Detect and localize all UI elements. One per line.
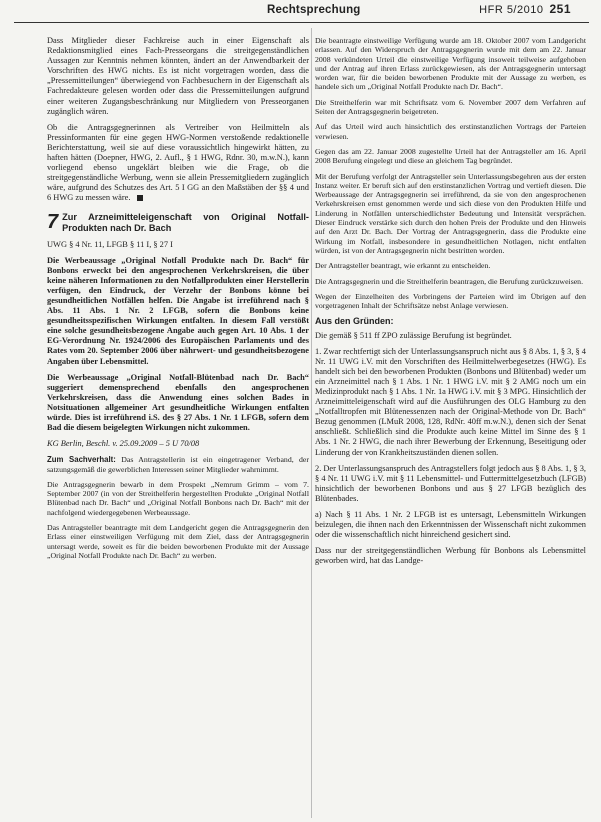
norm-references: UWG § 4 Nr. 11, LFGB § 11 I, § 27 I <box>47 239 173 249</box>
court-citation: KG Berlin, Beschl. v. 25.09.2009 – 5 U 70/08 <box>47 439 200 449</box>
headnote-2: Die Werbeaussage „Original Notfall-Blütenbad nach Dr. Bach“ suggeriert demensprechend ebenfalls den angesprochenen Verkehrskreisen, dass die Anwendung eines solchen Bades in Notsituationen allgemeiner Art gesundheitliche Wirkungen entfalten würde. Dies ist irreführend i.S. des § 27 Abs. 1 Nr. 1 LFGB, sofern dem Bad die diesem beigelegten Wirkungen nicht zukommen. <box>47 372 309 433</box>
right-column <box>315 36 586 572</box>
facts-intro: Zum Sachverhalt: Das Antragstellerin ist ein eingetragener Verband, der satzungsgemäß die gewerblichen Interessen seiner Mitglieder wahrnimmt. <box>47 455 309 474</box>
paragraph: 2. Der Unterlassungsanspruch des Antragstellers folgt jedoch aus § 8 Abs. 1, § 3, § 4 Nr. 11 UWG i.V. mit § 11 Lebensmittel- und Futtermittelgesetzbuch (LFGB) hinsichtlich der beworbenen Bonbons und aus § 27 LFGB bezüglich des Blütenbades. <box>315 463 586 503</box>
article-title: Zur Arzneimitteleigenschaft von Original Notfall-Produkten nach Dr. Bach <box>62 211 309 233</box>
reasons-heading: Aus den Gründen: <box>315 316 394 327</box>
paragraph: Die Streithelferin war mit Schriftsatz vom 6. November 2007 dem Verfahren auf Seiten der Antragsgegnerin beigetreten. <box>315 97 586 117</box>
header-rule <box>14 22 589 23</box>
paragraph: Dass Mitglieder dieser Fachkreise auch in einer Eigenschaft als Redaktionsmitglied eines Fach-Presseorgans die streitgegenständlichen Aussagen zur Kenntnis nehmen könnten, ändert an der Anwendbarkeit der Vorschriften des HWG nichts. Es ist nicht vorgetragen worden, dass die „Pressemitteilungen“ überwiegend von Fachbesuchern in der Eigenschaft als Fachredakteure gelesen worden oder dass die Pressemitteilungen aufgrund einer weiteren Zugangsbeschränkung nur Mitgliedern von Presseorganen zugänglich wären. <box>47 36 309 116</box>
headnote-1: Die Werbeaussage „Original Notfall Produkte nach Dr. Bach“ für Bonbons erweckt bei den angesprochenen Verkehrskreisen, die über keine näheren Informationen zu den Notfallprodukten einer Herstellerin verfügen, den Eindruck, der Verzehr der Bonbons könne bei gesundheitlichen Notfällen helfen. Die Angabe ist irreführend nach § Abs. 11 Abs. 1 Nr. 2 LFGB, sofern die Bonbons keine gesundheitsspezifischen Wirkungen entfalten. In diesem Fall verstößt eine solche gesundheitsbezogene Angabe auch gegen Art. 10 Abs. 1 der EG-Verordnung Nr. 1924/2006 des Europäischen Parlaments und des Rates vom 20. September 2006 über nährwert- und gesundheitsbezogene Angaben über Lebensmittel. <box>47 255 309 366</box>
paragraph: Mit der Berufung verfolgt der Antragsteller sein Unterlassungsbegehren aus der ersten Instanz weiter. Er beruft sich auf den erstinstanzlichen Vortrag und vertieft diesen. Die Werbeaussage der Antragsgegnerin sei irreführend, da sie von den angesprochenen Verkehrskreisen ernst genommen werde und sich diese von den Produkten Hilfe und Linderung in Notfällen unterschiedlichster Bedeutung und Intensität versprächen. Dieser Eindruck verstärke sich durch den hohen Preis der Produkte und den Hinweis auf den Arzt Dr. Bach. Der Vortrag der Antragsgegnerin, dass die Produkte eine Wirkung im Notfall, insbesondere in gesundheitlichen Notlagen, nicht entfalten würden, ist von der Antragsgegnerin nicht bestritten worden. <box>315 171 586 255</box>
paragraph: a) Nach § 11 Abs. 1 Nr. 2 LFGB ist es untersagt, Lebensmitteln Wirkungen beizulegen, die ihnen nach den Erkenntnissen der Wissenschaft nicht zukommen oder die wissenschaftlich nicht hinreichend gesichert sind. <box>315 510 586 540</box>
end-of-article-mark <box>137 195 143 201</box>
left-column <box>47 36 309 566</box>
article-heading <box>47 212 309 234</box>
paragraph: Die Antragsgegnerin bewarb in dem Prospekt „Nemrum Grimm – vom 7. September 2007 (in von der Streithelferin hergestellten Produkte „Original Notfall Blütenbad nach Dr. Bach“ und „Original Notfall Bonbons nach Dr. Bach“ mit der nachfolgend wiedergegebenen Werbeaussage. <box>47 479 309 517</box>
paragraph: Dass nur der streitgegenständlichen Werbung für Bonbons als Lebensmittel geworben wird, hat das Landge- <box>315 546 586 566</box>
paragraph: 1. Zwar rechtfertigt sich der Unterlassungsanspruch nicht aus § 8 Abs. 1, § 3, § 4 Nr. 11 UWG i.V. mit den Vorschriften des Heilmittelwerbegesetzes (HWG). Es handelt sich bei den beworbenen Produkten (Bonbons und Blütenbad) weder um ein Arzneimittel nach § 1 Abs. 1 Nr. 1 HWG i.V. mit § 2 AMG noch um ein Medizinprodukt nach § 1 Abs. 1 Nr. 1a HWG i.V. mit § 3 MPG. Hinsichtlich der Arzneimitteleigenschaft wird auf die Ausführungen des OLG Hamburg zu den „Notfalltropfen mit Blütenessenzen nach der Original-Methode von Dr. Bach“ Bezug genommen (LMuR 2008, 128, RdNr. 40ff m.w.N.), denen sich der Senat anschließt. Schließlich sind die Produkte auch keine Mittel im Sinne des § 1 Abs. 1 Nr. 2 HWG, die nach ihrer Bewerbung der Erkennung, Beseitigung oder Linderung der von Krankheitszuständen dienen sollen. <box>315 346 586 457</box>
paragraph: Das Antragsteller beantragte mit dem Landgericht gegen die Antragsgegnerin den Erlass einer einstweiligen Verfügung mit dem Ziel, dass der Antragsgegnerin untersagt werde, soweit es für die beiden beworbenen Produkte mit der Aussage „Original Notfall Produkte nach Dr. Bach“ zu werben. <box>47 523 309 560</box>
article-number: 7 <box>47 210 59 233</box>
column-divider <box>311 28 312 818</box>
paragraph: Auf das Urteil wird auch hinsichtlich des erstinstanzlichen Vortrags der Parteien verwiesen. <box>315 122 586 141</box>
paragraph: Die Antragsgegnerin und die Streithelferin beantragen, die Berufung zurückzuweisen. <box>315 276 584 286</box>
paragraph: Der Antragsteller beantragt, wie erkannt zu entscheiden. <box>315 261 491 271</box>
paragraph: Die beantragte einstweilige Verfügung wurde am 18. Oktober 2007 vom Landgericht erlassen. Auf den Widerspruch der Antragsgegnerin wurde mit dem am 22. Januar 2008 verkündeten Urteil die einstweilige Verfügung insoweit teilweise aufgehoben und der Antrag auf ihren Erlass zurückgewiesen, als der Antragsgegnerin untersagt worden war, für die beiden beworbenen Produkte mit der Aussage zu werben, es handele sich um „Original Notfall Produkte nach Dr. Bach“. <box>315 36 586 92</box>
journal-info <box>479 2 571 16</box>
paragraph: Ob die Antragsgegnerinnen als Vertreiber von Heilmitteln als Pressinformanten für eine gegen HWG-Normen verstoßende redaktionelle Berichterstattung, weil sie auf diese voraussichtlich hingewirkt hätten, zu haften hätten (Doepner, HWG, 2. Aufl., § 1 HWG, Rdnr. 30, m.w.N.), kann vorliegend ebenso ungeklärt bleiben wie die Frage, ob die streitgegenständliche Werbung, wenn sie allein Pressemitgliedern zugänglich wäre, aufgrund des Schutzes des Art. 5 I GG an den Maßstäben der §§ 4 und 6 HWG zu messen wäre. <box>47 122 309 203</box>
section-title: Rechtsprechung <box>267 4 361 16</box>
page-number: 251 <box>549 2 571 16</box>
page-header <box>14 2 589 32</box>
paragraph: Gegen das am 22. Januar 2008 zugestellte Urteil hat der Antragsteller am 16. April 2008 Berufung eingelegt und diese an gleichem Tag begründet. <box>315 146 586 166</box>
paragraph: Wegen der Einzelheiten des Vorbringens der Parteien wird im Übrigen auf den vorgetragenen Inhalt der Schriftsätze nebst Anlage verwiesen. <box>315 291 586 311</box>
paragraph: Die gemäß § 511 ff ZPO zulässige Berufung ist begründet. <box>315 330 512 340</box>
journal-name: HFR 5/2010 <box>479 4 544 16</box>
